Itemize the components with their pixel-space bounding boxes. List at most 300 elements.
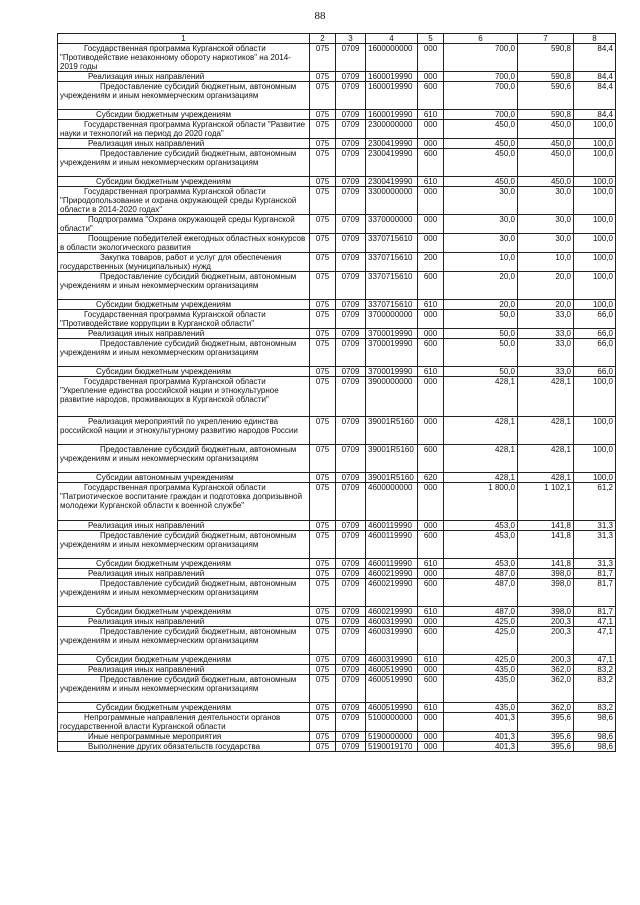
planned-amount: 50,0 [444,310,518,329]
planned-amount: 425,0 [444,617,518,627]
target-article-code: 4600319990 [366,617,418,627]
header-row [58,34,616,44]
actual-amount: 450,0 [518,149,574,177]
planned-amount: 20,0 [444,300,518,310]
row-name: Реализация иных направлений [58,569,310,579]
percent-executed: 66,0 [574,329,616,339]
grbs-code: 075 [310,521,336,531]
table-row [58,120,616,139]
grbs-code: 075 [310,272,336,300]
planned-amount: 428,1 [444,417,518,445]
row-name: Субсидии бюджетным учреждениям [58,559,310,569]
expense-type-code: 610 [418,559,444,569]
actual-amount: 141,8 [518,531,574,559]
grbs-code: 075 [310,234,336,253]
section-code: 0709 [336,665,366,675]
percent-executed: 98,6 [574,713,616,732]
expense-type-code: 600 [418,675,444,703]
expense-type-code: 000 [418,377,444,417]
expense-type-code: 000 [418,569,444,579]
planned-amount: 1 800,0 [444,483,518,521]
table-row [58,627,616,655]
planned-amount: 487,0 [444,569,518,579]
expense-type-code: 000 [418,732,444,742]
section-code: 0709 [336,310,366,329]
grbs-code: 075 [310,44,336,72]
grbs-code: 075 [310,120,336,139]
column-header: 6 [444,34,518,44]
table-row [58,531,616,559]
planned-amount: 700,0 [444,110,518,120]
section-code: 0709 [336,483,366,521]
percent-executed: 100,0 [574,120,616,139]
grbs-code: 075 [310,617,336,627]
table-row [58,110,616,120]
actual-amount: 33,0 [518,329,574,339]
planned-amount: 435,0 [444,665,518,675]
section-code: 0709 [336,617,366,627]
percent-executed: 31,3 [574,559,616,569]
actual-amount: 362,0 [518,703,574,713]
target-article-code: 4600119990 [366,531,418,559]
planned-amount: 453,0 [444,559,518,569]
table-body [58,44,616,752]
grbs-code: 075 [310,531,336,559]
expense-type-code: 600 [418,445,444,473]
target-article-code: 4600000000 [366,483,418,521]
table-row [58,310,616,329]
target-article-code: 39001R5160 [366,417,418,445]
grbs-code: 075 [310,72,336,82]
target-article-code: 3900000000 [366,377,418,417]
row-name: Поощрение победителей ежегодных областных конкурсов в области экологического развития [58,234,310,253]
row-name: Субсидии автономным учреждениям [58,473,310,483]
grbs-code: 075 [310,329,336,339]
expense-type-code: 600 [418,272,444,300]
target-article-code: 4600119990 [366,521,418,531]
section-code: 0709 [336,377,366,417]
row-name: Субсидии бюджетным учреждениям [58,110,310,120]
column-header: 3 [336,34,366,44]
section-code: 0709 [336,82,366,110]
percent-executed: 66,0 [574,367,616,377]
target-article-code: 4600219990 [366,569,418,579]
table-row [58,234,616,253]
expense-type-code: 600 [418,149,444,177]
grbs-code: 075 [310,377,336,417]
percent-executed: 100,0 [574,417,616,445]
expense-type-code: 000 [418,120,444,139]
target-article-code: 3700019990 [366,339,418,367]
expense-type-code: 000 [418,215,444,234]
expense-type-code: 000 [418,329,444,339]
target-article-code: 3700019990 [366,329,418,339]
actual-amount: 590,6 [518,82,574,110]
expense-type-code: 000 [418,665,444,675]
expense-type-code: 000 [418,234,444,253]
row-name: Субсидии бюджетным учреждениям [58,177,310,187]
planned-amount: 425,0 [444,627,518,655]
actual-amount: 428,1 [518,377,574,417]
section-code: 0709 [336,559,366,569]
grbs-code: 075 [310,215,336,234]
row-name: Реализация иных направлений [58,665,310,675]
expense-type-code: 200 [418,253,444,272]
table-row [58,82,616,110]
grbs-code: 075 [310,253,336,272]
section-code: 0709 [336,120,366,139]
expense-type-code: 610 [418,110,444,120]
section-code: 0709 [336,675,366,703]
grbs-code: 075 [310,473,336,483]
actual-amount: 362,0 [518,675,574,703]
column-header: 1 [58,34,310,44]
planned-amount: 10,0 [444,253,518,272]
grbs-code: 075 [310,445,336,473]
section-code: 0709 [336,627,366,655]
row-name: Предоставление субсидий бюджетным, автономным учреждениям и иным некоммерческим организациям [58,627,310,655]
row-name: Реализация иных направлений [58,521,310,531]
page-number: 88 [314,10,326,22]
actual-amount: 590,8 [518,72,574,82]
table-row [58,253,616,272]
percent-executed: 83,2 [574,665,616,675]
grbs-code: 075 [310,607,336,617]
row-name: Реализация иных направлений [58,72,310,82]
actual-amount: 20,0 [518,300,574,310]
actual-amount: 395,6 [518,742,574,752]
actual-amount: 362,0 [518,665,574,675]
planned-amount: 435,0 [444,675,518,703]
expense-type-code: 000 [418,617,444,627]
target-article-code: 5190000000 [366,732,418,742]
column-header: 8 [574,34,616,44]
expense-type-code: 620 [418,473,444,483]
percent-executed: 98,6 [574,742,616,752]
percent-executed: 98,6 [574,732,616,742]
planned-amount: 450,0 [444,139,518,149]
percent-executed: 47,1 [574,627,616,655]
planned-amount: 700,0 [444,44,518,72]
planned-amount: 401,3 [444,742,518,752]
percent-executed: 47,1 [574,617,616,627]
section-code: 0709 [336,531,366,559]
planned-amount: 700,0 [444,72,518,82]
target-article-code: 3370715610 [366,272,418,300]
percent-executed: 100,0 [574,177,616,187]
planned-amount: 20,0 [444,272,518,300]
percent-executed: 84,4 [574,72,616,82]
planned-amount: 453,0 [444,521,518,531]
planned-amount: 30,0 [444,215,518,234]
row-name: Субсидии бюджетным учреждениям [58,655,310,665]
table-row [58,339,616,367]
target-article-code: 1600019990 [366,72,418,82]
row-name: Реализация иных направлений [58,139,310,149]
expense-type-code: 610 [418,300,444,310]
row-name: Реализация мероприятий по укреплению единства российской нации и этнокультурному развитию народов России [58,417,310,445]
actual-amount: 1 102,1 [518,483,574,521]
section-code: 0709 [336,234,366,253]
planned-amount: 50,0 [444,339,518,367]
grbs-code: 075 [310,310,336,329]
actual-amount: 398,0 [518,569,574,579]
target-article-code: 4600219990 [366,579,418,607]
actual-amount: 450,0 [518,139,574,149]
planned-amount: 428,1 [444,473,518,483]
planned-amount: 435,0 [444,703,518,713]
expense-type-code: 000 [418,713,444,732]
expense-type-code: 000 [418,44,444,72]
grbs-code: 075 [310,417,336,445]
target-article-code: 4600119990 [366,559,418,569]
expense-type-code: 000 [418,742,444,752]
grbs-code: 075 [310,339,336,367]
table-row [58,713,616,732]
table-row [58,417,616,445]
table-row [58,44,616,72]
actual-amount: 141,8 [518,521,574,531]
actual-amount: 30,0 [518,234,574,253]
expense-type-code: 000 [418,310,444,329]
percent-executed: 81,7 [574,607,616,617]
planned-amount: 30,0 [444,234,518,253]
section-code: 0709 [336,655,366,665]
target-article-code: 3370715610 [366,234,418,253]
planned-amount: 450,0 [444,120,518,139]
target-article-code: 5190019170 [366,742,418,752]
actual-amount: 33,0 [518,310,574,329]
row-name: Государственная программа Курганской области "Противодействие коррупции в Курганской области" [58,310,310,329]
table-row [58,272,616,300]
percent-executed: 84,4 [574,110,616,120]
row-name: Предоставление субсидий бюджетным, автономным учреждениям и иным некоммерческим организациям [58,445,310,473]
section-code: 0709 [336,149,366,177]
expense-type-code: 000 [418,72,444,82]
row-name: Субсидии бюджетным учреждениям [58,607,310,617]
actual-amount: 450,0 [518,120,574,139]
actual-amount: 590,8 [518,110,574,120]
table-row [58,617,616,627]
section-code: 0709 [336,177,366,187]
grbs-code: 075 [310,139,336,149]
planned-amount: 487,0 [444,579,518,607]
actual-amount: 428,1 [518,473,574,483]
actual-amount: 395,6 [518,732,574,742]
actual-amount: 398,0 [518,579,574,607]
column-header: 7 [518,34,574,44]
target-article-code: 3700019990 [366,367,418,377]
percent-executed: 81,7 [574,569,616,579]
table-row [58,149,616,177]
target-article-code: 2300419990 [366,177,418,187]
percent-executed: 66,0 [574,310,616,329]
percent-executed: 100,0 [574,139,616,149]
expense-type-code: 610 [418,367,444,377]
table-row [58,675,616,703]
table-row [58,655,616,665]
actual-amount: 141,8 [518,559,574,569]
section-code: 0709 [336,367,366,377]
grbs-code: 075 [310,177,336,187]
actual-amount: 33,0 [518,339,574,367]
target-article-code: 3300000000 [366,187,418,215]
expense-type-code: 000 [418,139,444,149]
row-name: Предоставление субсидий бюджетным, автономным учреждениям и иным некоммерческим организациям [58,579,310,607]
table-row [58,732,616,742]
planned-amount: 428,1 [444,377,518,417]
percent-executed: 100,0 [574,377,616,417]
percent-executed: 31,3 [574,531,616,559]
table-row [58,445,616,473]
percent-executed: 100,0 [574,234,616,253]
percent-executed: 83,2 [574,675,616,703]
actual-amount: 428,1 [518,445,574,473]
row-name: Реализация иных направлений [58,617,310,627]
grbs-code: 075 [310,187,336,215]
percent-executed: 100,0 [574,149,616,177]
target-article-code: 3700000000 [366,310,418,329]
planned-amount: 487,0 [444,607,518,617]
target-article-code: 4600319990 [366,627,418,655]
planned-amount: 700,0 [444,82,518,110]
expense-type-code: 610 [418,703,444,713]
grbs-code: 075 [310,569,336,579]
expense-type-code: 600 [418,579,444,607]
section-code: 0709 [336,187,366,215]
row-name: Выполнение других обязательств государства [58,742,310,752]
grbs-code: 075 [310,732,336,742]
row-name: Предоставление субсидий бюджетным, автономным учреждениям и иным некоммерческим организациям [58,272,310,300]
row-name: Государственная программа Курганской области "Развитие науки и технологий на период до 2020 года" [58,120,310,139]
target-article-code: 1600019990 [366,82,418,110]
expense-type-code: 610 [418,607,444,617]
section-code: 0709 [336,521,366,531]
column-header: 2 [310,34,336,44]
row-name: Субсидии бюджетным учреждениям [58,703,310,713]
expense-type-code: 610 [418,655,444,665]
planned-amount: 50,0 [444,367,518,377]
percent-executed: 100,0 [574,300,616,310]
expense-type-code: 600 [418,531,444,559]
actual-amount: 450,0 [518,177,574,187]
expense-type-code: 600 [418,82,444,110]
budget-table [57,33,616,752]
grbs-code: 075 [310,300,336,310]
expense-type-code: 000 [418,521,444,531]
grbs-code: 075 [310,655,336,665]
section-code: 0709 [336,44,366,72]
percent-executed: 61,2 [574,483,616,521]
grbs-code: 075 [310,675,336,703]
percent-executed: 83,2 [574,703,616,713]
table-row [58,569,616,579]
section-code: 0709 [336,742,366,752]
actual-amount: 10,0 [518,253,574,272]
percent-executed: 100,0 [574,215,616,234]
section-code: 0709 [336,253,366,272]
planned-amount: 428,1 [444,445,518,473]
planned-amount: 425,0 [444,655,518,665]
target-article-code: 2300419990 [366,139,418,149]
table-row [58,473,616,483]
grbs-code: 075 [310,367,336,377]
table-row [58,483,616,521]
planned-amount: 401,3 [444,713,518,732]
grbs-code: 075 [310,110,336,120]
table-row [58,559,616,569]
grbs-code: 075 [310,703,336,713]
percent-executed: 100,0 [574,253,616,272]
table-row [58,521,616,531]
percent-executed: 100,0 [574,445,616,473]
percent-executed: 31,3 [574,521,616,531]
target-article-code: 4600519990 [366,665,418,675]
row-name: Реализация иных направлений [58,329,310,339]
row-name: Предоставление субсидий бюджетным, автономным учреждениям и иным некоммерческим организациям [58,675,310,703]
target-article-code: 3370000000 [366,215,418,234]
section-code: 0709 [336,417,366,445]
target-article-code: 39001R5160 [366,473,418,483]
planned-amount: 450,0 [444,149,518,177]
section-code: 0709 [336,732,366,742]
table-row [58,72,616,82]
section-code: 0709 [336,339,366,367]
grbs-code: 075 [310,559,336,569]
actual-amount: 30,0 [518,215,574,234]
column-header: 4 [366,34,418,44]
table-row [58,187,616,215]
grbs-code: 075 [310,627,336,655]
expense-type-code: 610 [418,177,444,187]
table-row [58,177,616,187]
actual-amount: 398,0 [518,607,574,617]
table-row [58,665,616,675]
row-name: Предоставление субсидий бюджетным, автономным учреждениям и иным некоммерческим организациям [58,531,310,559]
row-name: Субсидии бюджетным учреждениям [58,367,310,377]
actual-amount: 590,8 [518,44,574,72]
actual-amount: 395,6 [518,713,574,732]
expense-type-code: 600 [418,627,444,655]
planned-amount: 450,0 [444,177,518,187]
row-name: Непрограммные направления деятельности органов государственной власти Курганской области [58,713,310,732]
target-article-code: 3370715610 [366,253,418,272]
section-code: 0709 [336,713,366,732]
grbs-code: 075 [310,82,336,110]
target-article-code: 4600519990 [366,675,418,703]
table-row [58,215,616,234]
actual-amount: 428,1 [518,417,574,445]
grbs-code: 075 [310,713,336,732]
row-name: Государственная программа Курганской области "Противодействие незаконному обороту наркотиков" на 2014-2019 годы [58,44,310,72]
expense-type-code: 000 [418,187,444,215]
row-name: Подпрограмма "Охрана окружающей среды Курганской области" [58,215,310,234]
grbs-code: 075 [310,665,336,675]
actual-amount: 20,0 [518,272,574,300]
actual-amount: 200,3 [518,655,574,665]
table-row [58,367,616,377]
row-name: Субсидии бюджетным учреждениям [58,300,310,310]
row-name: Государственная программа Курганской области "Укрепление единства российской нации и этнокультурное развитие народов, проживающих в Курганской области" [58,377,310,417]
expense-type-code: 000 [418,483,444,521]
target-article-code: 1600019990 [366,110,418,120]
actual-amount: 33,0 [518,367,574,377]
planned-amount: 401,3 [444,732,518,742]
target-article-code: 5100000000 [366,713,418,732]
percent-executed: 84,4 [574,44,616,72]
target-article-code: 39001R5160 [366,445,418,473]
grbs-code: 075 [310,579,336,607]
